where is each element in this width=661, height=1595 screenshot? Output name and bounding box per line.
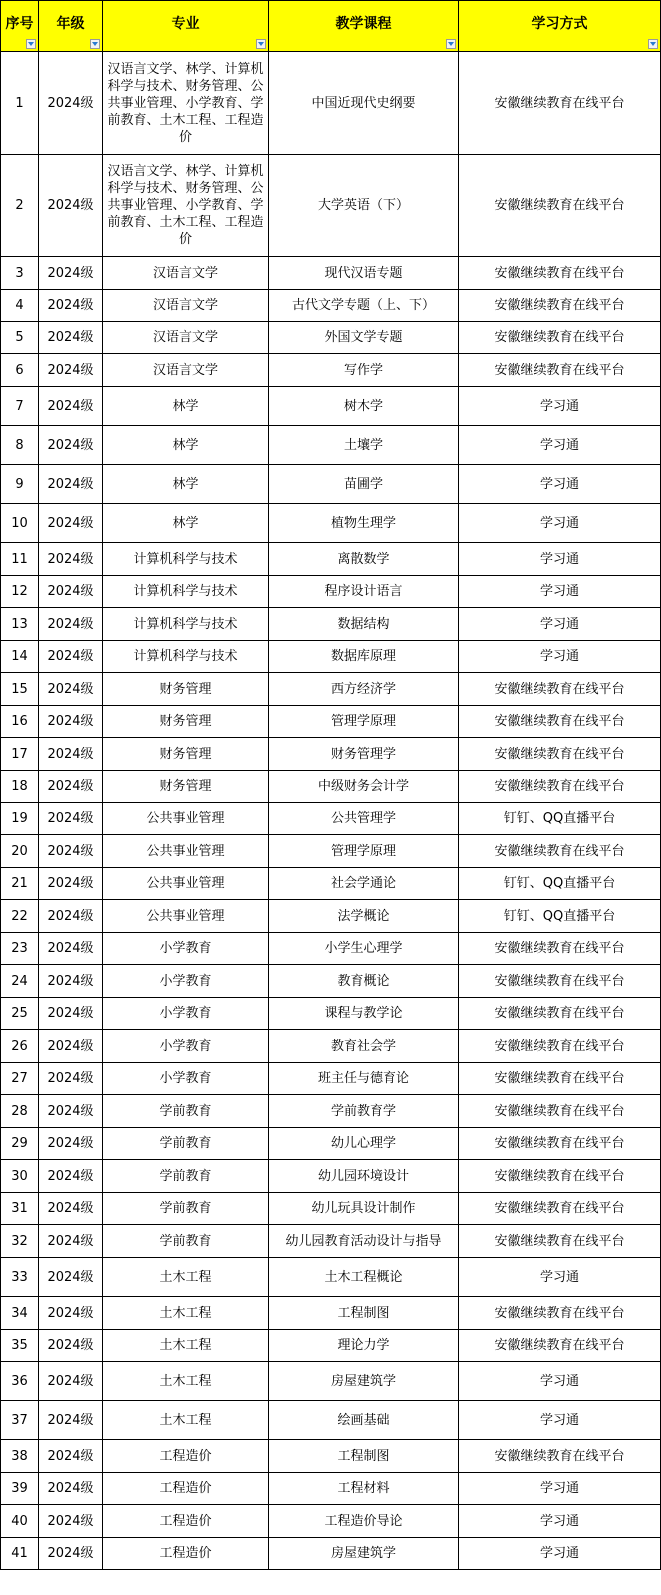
cell-major: 土木工程 — [103, 1297, 269, 1330]
cell-index: 18 — [1, 771, 39, 803]
cell-index: 24 — [1, 965, 39, 998]
cell-course: 房屋建筑学 — [269, 1538, 459, 1570]
cell-study-method: 安徽继续教育在线平台 — [459, 290, 661, 322]
cell-grade: 2024级 — [39, 933, 103, 965]
cell-study-method: 安徽继续教育在线平台 — [459, 257, 661, 290]
cell-grade: 2024级 — [39, 576, 103, 608]
cell-grade: 2024级 — [39, 354, 103, 387]
cell-index: 7 — [1, 387, 39, 426]
cell-major: 计算机科学与技术 — [103, 543, 269, 576]
cell-study-method: 学习通 — [459, 1473, 661, 1505]
cell-course: 学前教育学 — [269, 1095, 459, 1128]
header-index: 序号 — [1, 1, 39, 52]
cell-grade: 2024级 — [39, 465, 103, 504]
cell-study-method: 安徽继续教育在线平台 — [459, 354, 661, 387]
cell-course: 外国文学专题 — [269, 322, 459, 354]
header-grade: 年级 — [39, 1, 103, 52]
cell-grade: 2024级 — [39, 1063, 103, 1095]
table-row — [1, 1128, 661, 1160]
cell-study-method: 安徽继续教育在线平台 — [459, 1160, 661, 1193]
cell-study-method: 安徽继续教育在线平台 — [459, 1330, 661, 1362]
cell-course: 大学英语（下） — [269, 155, 459, 257]
table-row — [1, 1505, 661, 1538]
cell-major: 财务管理 — [103, 738, 269, 771]
cell-course: 社会学通论 — [269, 868, 459, 900]
cell-major: 土木工程 — [103, 1330, 269, 1362]
cell-study-method: 学习通 — [459, 1258, 661, 1297]
cell-index: 1 — [1, 52, 39, 155]
cell-study-method: 安徽继续教育在线平台 — [459, 998, 661, 1030]
cell-index: 32 — [1, 1225, 39, 1258]
table-row — [1, 965, 661, 998]
cell-course: 现代汉语专题 — [269, 257, 459, 290]
cell-index: 22 — [1, 900, 39, 933]
cell-study-method: 学习通 — [459, 1505, 661, 1538]
cell-major: 公共事业管理 — [103, 868, 269, 900]
cell-major: 林学 — [103, 426, 269, 465]
cell-course: 中国近现代史纲要 — [269, 52, 459, 155]
cell-study-method: 安徽继续教育在线平台 — [459, 155, 661, 257]
cell-major: 公共事业管理 — [103, 803, 269, 835]
cell-study-method: 学习通 — [459, 641, 661, 673]
cell-major: 学前教育 — [103, 1160, 269, 1193]
cell-course: 工程造价导论 — [269, 1505, 459, 1538]
cell-course: 法学概论 — [269, 900, 459, 933]
cell-grade: 2024级 — [39, 426, 103, 465]
cell-course: 工程材料 — [269, 1473, 459, 1505]
cell-index: 36 — [1, 1362, 39, 1401]
cell-index: 15 — [1, 673, 39, 706]
cell-study-method: 安徽继续教育在线平台 — [459, 322, 661, 354]
cell-course: 程序设计语言 — [269, 576, 459, 608]
table-row — [1, 155, 661, 257]
cell-index: 28 — [1, 1095, 39, 1128]
cell-course: 幼儿园教育活动设计与指导 — [269, 1225, 459, 1258]
cell-major: 计算机科学与技术 — [103, 576, 269, 608]
cell-major: 工程造价 — [103, 1440, 269, 1473]
cell-grade: 2024级 — [39, 1193, 103, 1225]
cell-index: 11 — [1, 543, 39, 576]
cell-major: 工程造价 — [103, 1538, 269, 1570]
cell-index: 12 — [1, 576, 39, 608]
cell-study-method: 学习通 — [459, 426, 661, 465]
cell-major: 汉语言文学 — [103, 290, 269, 322]
cell-course: 公共管理学 — [269, 803, 459, 835]
table-row — [1, 1030, 661, 1063]
cell-index: 10 — [1, 504, 39, 543]
cell-grade: 2024级 — [39, 965, 103, 998]
cell-major: 汉语言文学 — [103, 257, 269, 290]
cell-study-method: 安徽继续教育在线平台 — [459, 771, 661, 803]
cell-study-method: 钉钉、QQ直播平台 — [459, 803, 661, 835]
cell-grade: 2024级 — [39, 900, 103, 933]
cell-grade: 2024级 — [39, 1030, 103, 1063]
cell-index: 4 — [1, 290, 39, 322]
cell-study-method: 安徽继续教育在线平台 — [459, 706, 661, 738]
cell-major: 小学教育 — [103, 965, 269, 998]
table-row — [1, 835, 661, 868]
cell-course: 教育社会学 — [269, 1030, 459, 1063]
cell-index: 26 — [1, 1030, 39, 1063]
table-row — [1, 900, 661, 933]
table-row — [1, 1193, 661, 1225]
cell-study-method: 安徽继续教育在线平台 — [459, 1095, 661, 1128]
cell-major: 学前教育 — [103, 1193, 269, 1225]
cell-grade: 2024级 — [39, 1258, 103, 1297]
cell-index: 17 — [1, 738, 39, 771]
table-row — [1, 1063, 661, 1095]
cell-grade: 2024级 — [39, 1362, 103, 1401]
cell-study-method: 学习通 — [459, 608, 661, 641]
table-row — [1, 803, 661, 835]
table-row — [1, 868, 661, 900]
cell-index: 9 — [1, 465, 39, 504]
cell-index: 23 — [1, 933, 39, 965]
header-major: 专业 — [103, 1, 269, 52]
cell-study-method: 学习通 — [459, 1401, 661, 1440]
cell-course: 理论力学 — [269, 1330, 459, 1362]
cell-index: 27 — [1, 1063, 39, 1095]
cell-grade: 2024级 — [39, 998, 103, 1030]
table-row — [1, 1362, 661, 1401]
cell-study-method: 学习通 — [459, 504, 661, 543]
cell-index: 33 — [1, 1258, 39, 1297]
cell-grade: 2024级 — [39, 543, 103, 576]
cell-major: 公共事业管理 — [103, 835, 269, 868]
cell-major: 财务管理 — [103, 706, 269, 738]
cell-grade: 2024级 — [39, 504, 103, 543]
table-row — [1, 576, 661, 608]
cell-major: 汉语言文学、林学、计算机科学与技术、财务管理、公共事业管理、小学教育、学前教育、土木工程、工程造价 — [103, 155, 269, 257]
cell-index: 29 — [1, 1128, 39, 1160]
cell-major: 公共事业管理 — [103, 900, 269, 933]
table-row — [1, 1330, 661, 1362]
cell-index: 6 — [1, 354, 39, 387]
cell-major: 小学教育 — [103, 1030, 269, 1063]
table-row — [1, 673, 661, 706]
cell-study-method: 安徽继续教育在线平台 — [459, 1193, 661, 1225]
cell-study-method: 安徽继续教育在线平台 — [459, 1440, 661, 1473]
cell-index: 3 — [1, 257, 39, 290]
cell-index: 30 — [1, 1160, 39, 1193]
table-row — [1, 426, 661, 465]
cell-major: 林学 — [103, 504, 269, 543]
cell-major: 工程造价 — [103, 1505, 269, 1538]
cell-grade: 2024级 — [39, 1473, 103, 1505]
cell-course: 西方经济学 — [269, 673, 459, 706]
cell-grade: 2024级 — [39, 1128, 103, 1160]
table-row — [1, 1297, 661, 1330]
cell-course: 写作学 — [269, 354, 459, 387]
filter-dropdown-icon[interactable] — [648, 39, 658, 49]
cell-course: 树木学 — [269, 387, 459, 426]
cell-course: 幼儿玩具设计制作 — [269, 1193, 459, 1225]
cell-major: 土木工程 — [103, 1401, 269, 1440]
cell-major: 小学教育 — [103, 1063, 269, 1095]
cell-study-method: 安徽继续教育在线平台 — [459, 1225, 661, 1258]
cell-study-method: 安徽继续教育在线平台 — [459, 933, 661, 965]
cell-study-method: 安徽继续教育在线平台 — [459, 673, 661, 706]
table-row — [1, 1160, 661, 1193]
cell-major: 土木工程 — [103, 1258, 269, 1297]
table-row — [1, 257, 661, 290]
cell-grade: 2024级 — [39, 52, 103, 155]
cell-grade: 2024级 — [39, 1538, 103, 1570]
cell-index: 37 — [1, 1401, 39, 1440]
cell-major: 汉语言文学 — [103, 322, 269, 354]
table-row — [1, 998, 661, 1030]
header-course: 教学课程 — [269, 1, 459, 52]
cell-course: 工程制图 — [269, 1440, 459, 1473]
cell-grade: 2024级 — [39, 1225, 103, 1258]
table-row — [1, 706, 661, 738]
cell-major: 工程造价 — [103, 1473, 269, 1505]
cell-course: 房屋建筑学 — [269, 1362, 459, 1401]
cell-index: 19 — [1, 803, 39, 835]
cell-study-method: 安徽继续教育在线平台 — [459, 1030, 661, 1063]
cell-index: 31 — [1, 1193, 39, 1225]
cell-major: 计算机科学与技术 — [103, 608, 269, 641]
cell-study-method: 安徽继续教育在线平台 — [459, 1297, 661, 1330]
table-row — [1, 52, 661, 155]
cell-course: 离散数学 — [269, 543, 459, 576]
cell-major: 小学教育 — [103, 933, 269, 965]
cell-major: 学前教育 — [103, 1128, 269, 1160]
cell-major: 小学教育 — [103, 998, 269, 1030]
cell-grade: 2024级 — [39, 322, 103, 354]
cell-grade: 2024级 — [39, 673, 103, 706]
table-row — [1, 1440, 661, 1473]
cell-grade: 2024级 — [39, 868, 103, 900]
cell-major: 林学 — [103, 465, 269, 504]
table-row — [1, 771, 661, 803]
cell-study-method: 学习通 — [459, 465, 661, 504]
cell-major: 汉语言文学 — [103, 354, 269, 387]
filter-dropdown-icon[interactable] — [446, 39, 456, 49]
table-row — [1, 608, 661, 641]
table-row — [1, 465, 661, 504]
cell-course: 绘画基础 — [269, 1401, 459, 1440]
cell-course: 幼儿园环境设计 — [269, 1160, 459, 1193]
cell-course: 小学生心理学 — [269, 933, 459, 965]
cell-grade: 2024级 — [39, 1095, 103, 1128]
cell-study-method: 安徽继续教育在线平台 — [459, 52, 661, 155]
cell-grade: 2024级 — [39, 835, 103, 868]
cell-index: 21 — [1, 868, 39, 900]
cell-grade: 2024级 — [39, 387, 103, 426]
table-row — [1, 1401, 661, 1440]
cell-study-method: 学习通 — [459, 1538, 661, 1570]
cell-grade: 2024级 — [39, 1160, 103, 1193]
cell-course: 苗圃学 — [269, 465, 459, 504]
cell-grade: 2024级 — [39, 771, 103, 803]
cell-study-method: 学习通 — [459, 1362, 661, 1401]
cell-study-method: 安徽继续教育在线平台 — [459, 738, 661, 771]
cell-index: 8 — [1, 426, 39, 465]
cell-index: 20 — [1, 835, 39, 868]
cell-grade: 2024级 — [39, 608, 103, 641]
table-row — [1, 504, 661, 543]
header-row — [1, 1, 661, 52]
cell-major: 财务管理 — [103, 771, 269, 803]
cell-course: 中级财务会计学 — [269, 771, 459, 803]
table-row — [1, 290, 661, 322]
cell-major: 学前教育 — [103, 1095, 269, 1128]
cell-index: 34 — [1, 1297, 39, 1330]
cell-grade: 2024级 — [39, 738, 103, 771]
table-row — [1, 543, 661, 576]
cell-grade: 2024级 — [39, 1330, 103, 1362]
cell-course: 古代文学专题（上、下） — [269, 290, 459, 322]
cell-course: 管理学原理 — [269, 706, 459, 738]
cell-major: 林学 — [103, 387, 269, 426]
cell-major: 财务管理 — [103, 673, 269, 706]
table-row — [1, 1538, 661, 1570]
filter-dropdown-icon[interactable] — [26, 39, 36, 49]
cell-grade: 2024级 — [39, 641, 103, 673]
table-row — [1, 1473, 661, 1505]
cell-course: 土木工程概论 — [269, 1258, 459, 1297]
table-row — [1, 641, 661, 673]
cell-study-method: 安徽继续教育在线平台 — [459, 965, 661, 998]
cell-course: 植物生理学 — [269, 504, 459, 543]
table-row — [1, 933, 661, 965]
cell-study-method: 安徽继续教育在线平台 — [459, 1128, 661, 1160]
table-row — [1, 1095, 661, 1128]
cell-index: 39 — [1, 1473, 39, 1505]
filter-dropdown-icon[interactable] — [256, 39, 266, 49]
filter-dropdown-icon[interactable] — [90, 39, 100, 49]
cell-grade: 2024级 — [39, 1505, 103, 1538]
cell-course: 幼儿心理学 — [269, 1128, 459, 1160]
cell-grade: 2024级 — [39, 803, 103, 835]
cell-index: 5 — [1, 322, 39, 354]
cell-course: 教育概论 — [269, 965, 459, 998]
cell-study-method: 学习通 — [459, 387, 661, 426]
table-row — [1, 1225, 661, 1258]
cell-course: 土壤学 — [269, 426, 459, 465]
cell-index: 40 — [1, 1505, 39, 1538]
cell-study-method: 钉钉、QQ直播平台 — [459, 900, 661, 933]
cell-study-method: 钉钉、QQ直播平台 — [459, 868, 661, 900]
cell-course: 工程制图 — [269, 1297, 459, 1330]
cell-grade: 2024级 — [39, 706, 103, 738]
header-study-method: 学习方式 — [459, 1, 661, 52]
cell-course: 财务管理学 — [269, 738, 459, 771]
cell-index: 25 — [1, 998, 39, 1030]
cell-study-method: 学习通 — [459, 543, 661, 576]
table-row — [1, 322, 661, 354]
cell-major: 土木工程 — [103, 1362, 269, 1401]
table-row — [1, 738, 661, 771]
table-row — [1, 387, 661, 426]
cell-index: 14 — [1, 641, 39, 673]
cell-major: 汉语言文学、林学、计算机科学与技术、财务管理、公共事业管理、小学教育、学前教育、土木工程、工程造价 — [103, 52, 269, 155]
cell-index: 38 — [1, 1440, 39, 1473]
cell-course: 班主任与德育论 — [269, 1063, 459, 1095]
cell-major: 学前教育 — [103, 1225, 269, 1258]
cell-index: 2 — [1, 155, 39, 257]
cell-grade: 2024级 — [39, 1297, 103, 1330]
cell-course: 数据结构 — [269, 608, 459, 641]
cell-index: 35 — [1, 1330, 39, 1362]
cell-course: 数据库原理 — [269, 641, 459, 673]
cell-index: 41 — [1, 1538, 39, 1570]
cell-study-method: 安徽继续教育在线平台 — [459, 835, 661, 868]
table-row — [1, 354, 661, 387]
cell-grade: 2024级 — [39, 257, 103, 290]
cell-grade: 2024级 — [39, 1440, 103, 1473]
cell-course: 管理学原理 — [269, 835, 459, 868]
cell-grade: 2024级 — [39, 1401, 103, 1440]
cell-index: 16 — [1, 706, 39, 738]
cell-study-method: 安徽继续教育在线平台 — [459, 1063, 661, 1095]
cell-grade: 2024级 — [39, 155, 103, 257]
cell-major: 计算机科学与技术 — [103, 641, 269, 673]
cell-course: 课程与教学论 — [269, 998, 459, 1030]
cell-study-method: 学习通 — [459, 576, 661, 608]
cell-index: 13 — [1, 608, 39, 641]
table-row — [1, 1258, 661, 1297]
cell-grade: 2024级 — [39, 290, 103, 322]
